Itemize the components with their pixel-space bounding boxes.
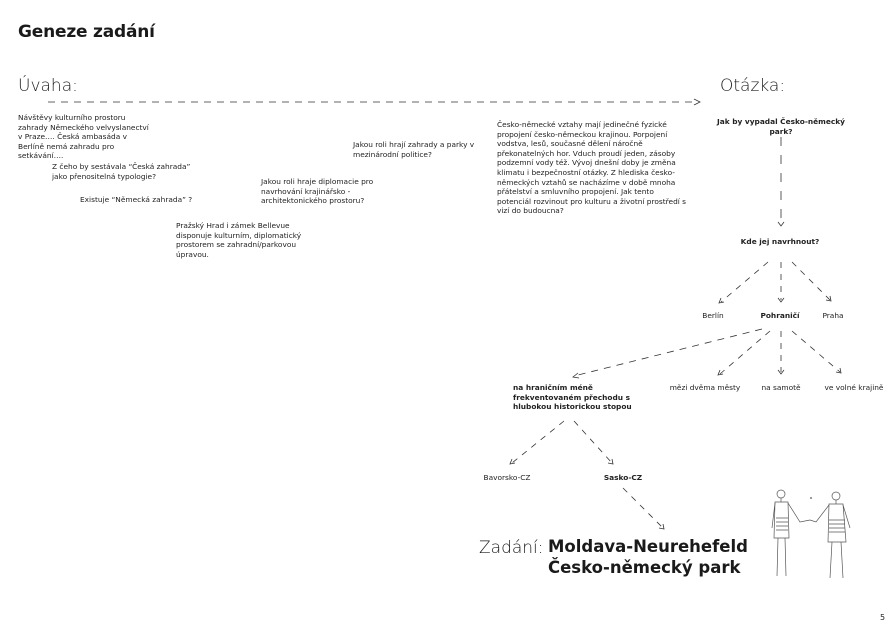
where-question: Kde jej navrhnout?	[740, 237, 820, 246]
uvaha-note-long: Česko-německé vztahy mají jedinečné fyzické propojení česko-německou krajinou. Porpojení vodstva, lesů, současné dělení náročně překonatelných hor. Vduch proudí jeden, zásoby podzemní vody též. Vývoj dnešní doby je změna klimatu i bezpečnostní otázky. Z hlediska česko-německých vztahů se nacházíme v době mnoha přátelství a smluvního propojení. Jak tento potenciál rozvinout pro kulturu a životní prostředí s vizí do budoucna?	[497, 120, 687, 216]
connector-sasko	[574, 421, 612, 463]
option-solitude: na samotě	[761, 383, 801, 392]
uvaha-note: Existuje “Německá zahrada” ?	[80, 195, 193, 204]
connector-border-crossing	[574, 329, 762, 376]
uvaha-note: Z čeho by sestávala “Česká zahrada” jako přenositelná typologie?	[52, 162, 191, 181]
uvaha-note: Jakou roli hrají zahrady a parky v mezinárodní politice?	[353, 140, 475, 159]
arrowhead-berlin	[719, 298, 724, 303]
connector-berlin	[721, 262, 768, 302]
question-arrowhead	[778, 222, 784, 226]
option-sasko: Sasko-CZ	[603, 473, 643, 482]
option-praha: Praha	[822, 311, 844, 320]
connector-open-landscape	[792, 331, 840, 372]
page-title: Geneze zadání	[18, 22, 155, 42]
timeline-arrowhead	[694, 99, 700, 105]
option-berlin: Berlín	[702, 311, 724, 320]
connector-between-cities	[720, 331, 770, 374]
page-number: 5	[880, 613, 886, 622]
zadani-label: Zadání:	[479, 538, 544, 558]
uvaha-note: Jakou roli hraje diplomacie pro navrhování krajinářsko -architektonického prostoru?	[261, 177, 374, 206]
otazka-heading: Otázka:	[720, 76, 786, 96]
uvaha-note: Návštěvy kulturního prostoru zahrady Německého velvyslanectví v Praze…. Česká ambasáda v Berlíně nemá zahradu pro setkávání….	[18, 113, 149, 161]
arrowhead-border-crossing	[573, 373, 579, 378]
connector-zadani	[623, 488, 663, 528]
option-bavorsko: Bavorsko-CZ	[483, 473, 531, 482]
uvaha-heading: Úvaha:	[18, 76, 78, 96]
uvaha-note: Pražský Hrad i zámek Bellevue disponuje kulturním, diplomatický prostorem se zahradní/parkovou úpravou.	[176, 221, 302, 259]
connector-bavorsko	[512, 421, 564, 463]
zadani-line-1: Moldava-Neurehefeld	[548, 537, 748, 556]
option-pohranici: Pohraničí	[760, 311, 800, 320]
connector-praha	[792, 262, 830, 300]
option-border-crossing: na hraničním méně frekventovaném přechodu s hlubokou historickou stopou	[513, 383, 632, 412]
main-question: Jak by vypadal Česko-německý park?	[716, 117, 845, 136]
zadani-line-2: Česko-německý park	[548, 558, 741, 577]
figures-sketch	[766, 486, 866, 582]
option-between-cities: mězi dvěma městy	[669, 383, 741, 392]
option-open-landscape: ve volné krajině	[824, 383, 884, 392]
